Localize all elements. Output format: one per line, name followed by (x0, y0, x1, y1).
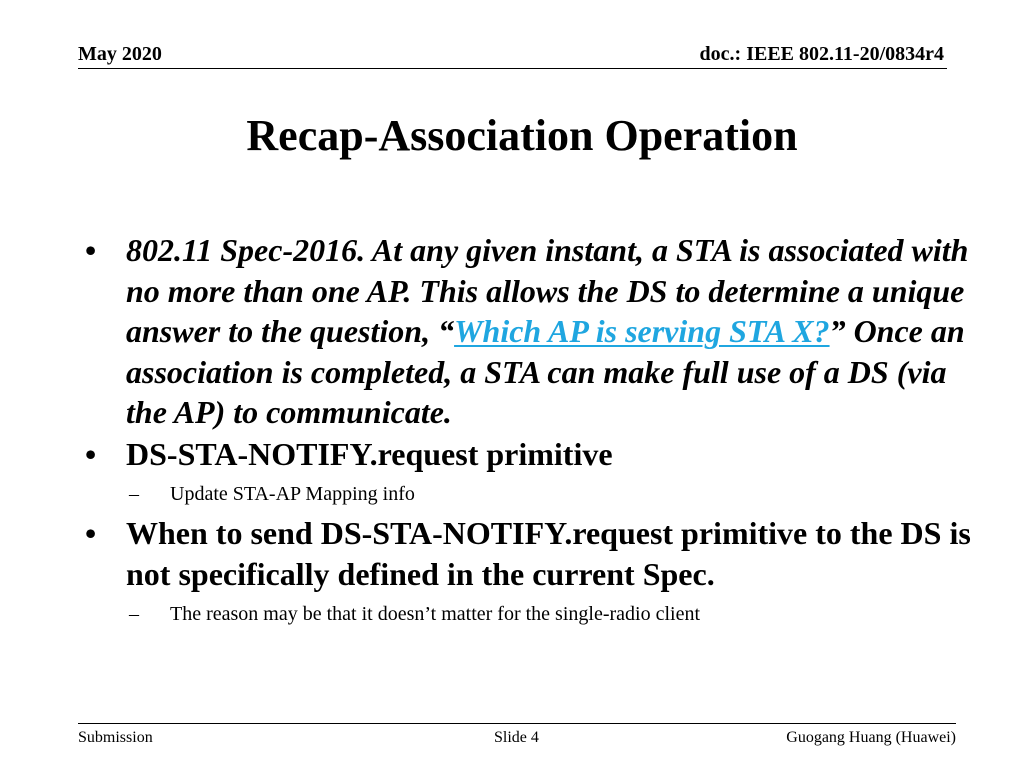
sub-bullet-marker: – (129, 483, 139, 505)
bullet-text-after: ” Once an association is completed, a STA can make full use of a DS (via the AP) to communicate. (126, 313, 965, 430)
header-date: May 2020 (78, 43, 162, 65)
bullet-spec-2016 (85, 230, 975, 433)
bullet-marker: • (85, 232, 97, 268)
bullet-text-before: 802.11 Spec-2016. At any given instant, a STA is associated with no more than one AP. This allows the DS to determine a unique answer to the question, “ (126, 232, 969, 349)
bullet-ds-sta-notify (85, 434, 975, 475)
footer-divider (78, 723, 956, 724)
bullet-text (126, 232, 968, 430)
header-divider (78, 68, 947, 69)
bullet-marker: • (85, 435, 97, 472)
slide-title: Recap-Association Operation (246, 111, 798, 160)
sub-bullet-mapping-info (85, 481, 975, 507)
bullet-text: When to send DS-STA-NOTIFY.request primitive to the DS is not specifically defined in the current Spec. (126, 515, 971, 592)
slide-body (85, 230, 975, 633)
sub-bullet-text: The reason may be that it doesn’t matter for the single-radio client (170, 603, 701, 625)
footer-slide-number: Slide 4 (494, 729, 539, 746)
bullet-text: DS-STA-NOTIFY.request primitive (126, 435, 613, 472)
header-doc-id: doc.: IEEE 802.11-20/0834r4 (699, 43, 944, 65)
sub-bullet-marker: – (129, 603, 139, 625)
which-ap-link[interactable]: Which AP is serving STA X? (454, 313, 830, 349)
bullet-when-to-send (85, 513, 975, 594)
sub-bullet-text: Update STA-AP Mapping info (170, 483, 415, 505)
bullet-marker: • (85, 515, 97, 551)
sub-bullet-reason (85, 601, 975, 627)
footer-submission: Submission (78, 729, 153, 746)
footer-author: Guogang Huang (Huawei) (786, 729, 956, 746)
